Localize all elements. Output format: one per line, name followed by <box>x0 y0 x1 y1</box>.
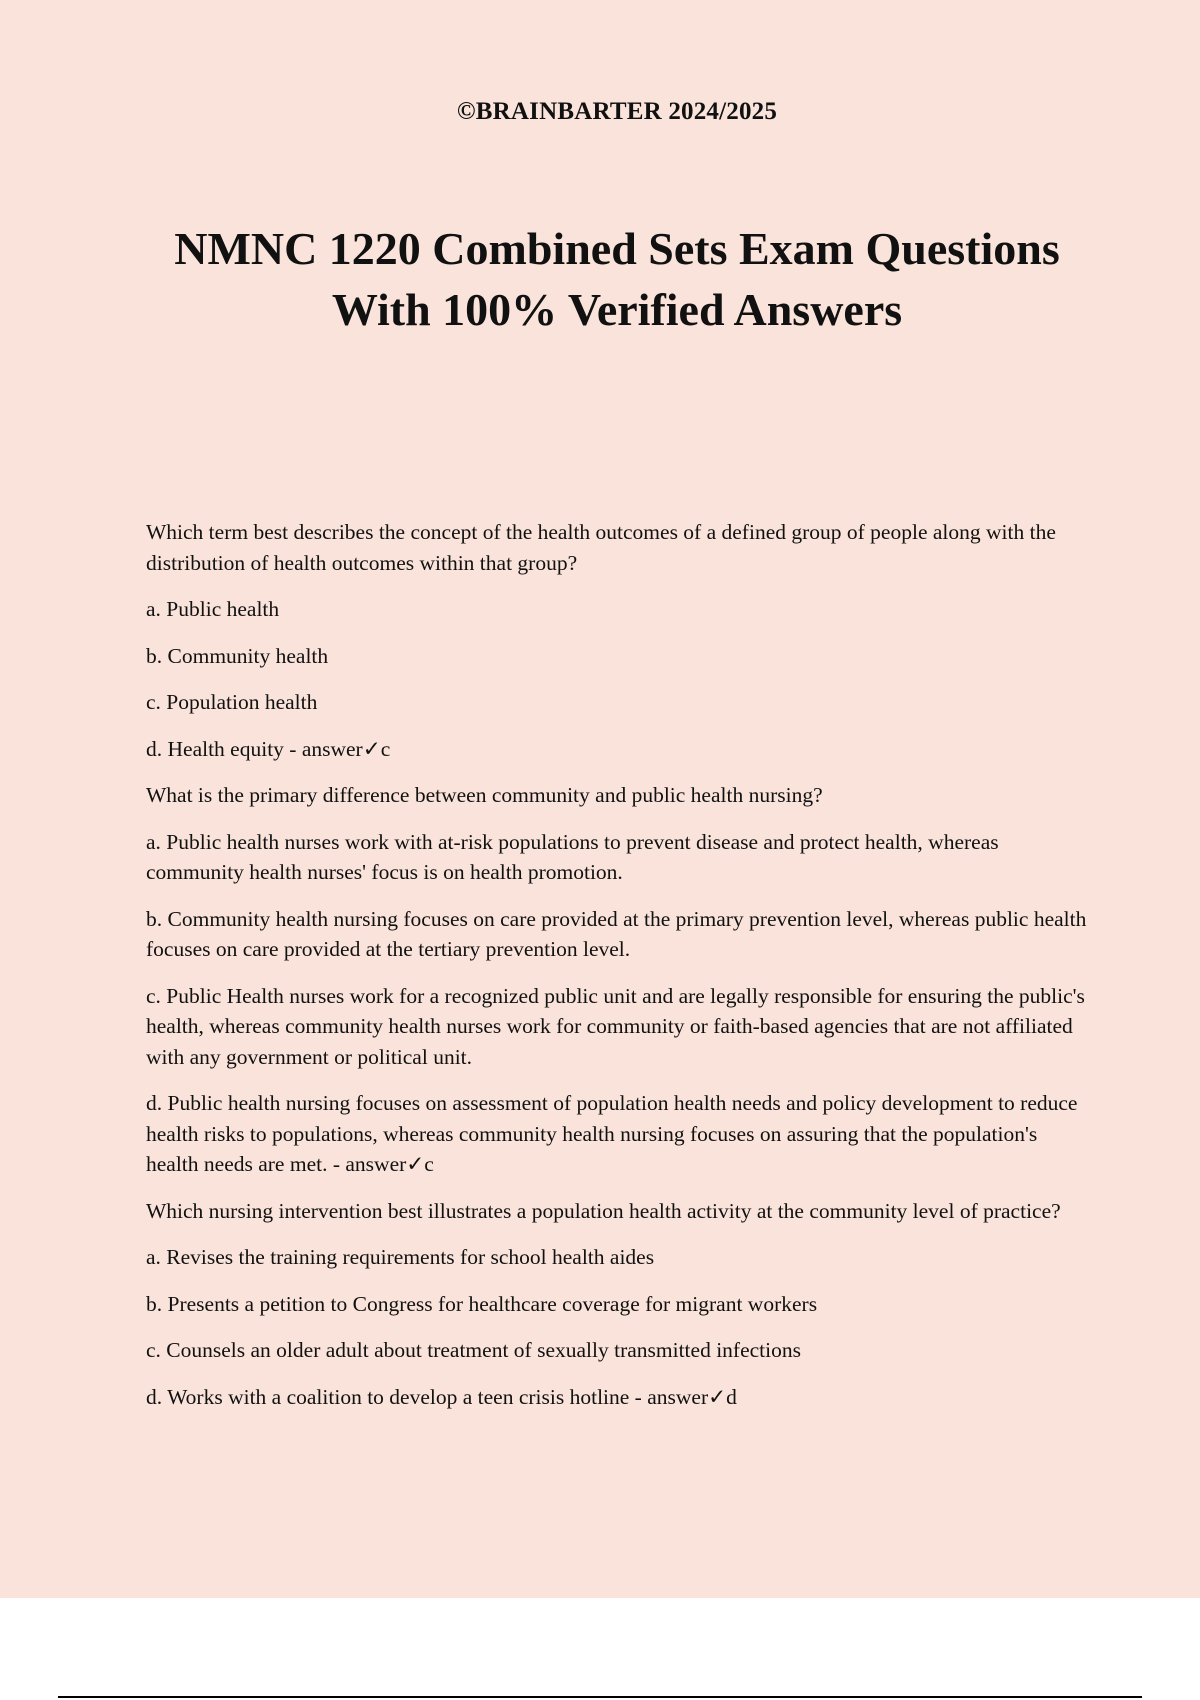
answer-option: c. Public Health nurses work for a recognized public unit and are legally responsible for ensuring the public's health, whereas community health nurses work for community or faith-based agencies that are not affiliated with any government or political unit. <box>146 983 1085 1069</box>
answer-option: a. Public health nurses work with at-risk populations to prevent disease and protect health, whereas community health nurses' focus is on health promotion. <box>146 829 999 884</box>
answer-option: b. Community health <box>146 643 329 668</box>
answer-option: c. Counsels an older adult about treatment of sexually transmitted infections <box>146 1338 801 1362</box>
copyright-header: ©BRAINBARTER 2024/2025 <box>456 98 778 125</box>
answer-option: a. Public health <box>146 597 280 621</box>
question-text: Which term best describes the concept of the health outcomes of a defined group of people along with the distribution of health outcomes within that group? <box>146 520 1056 575</box>
footer-divider <box>58 1696 1142 1698</box>
page-title <box>60 218 1174 340</box>
answer-option: b. Community health nursing focuses on care provided at the primary prevention level, whereas public health focuses on care provided at the tertiary prevention level. <box>146 906 1087 961</box>
question-text: What is the primary difference between community and public health nursing? <box>146 783 823 807</box>
question-text: Which nursing intervention best illustrates a population health activity at the community level of practice? <box>146 1198 1061 1223</box>
answer-option: d. Works with a coalition to develop a teen crisis hotline - answer✓d <box>146 1384 737 1409</box>
answer-option: c. Population health <box>146 690 318 714</box>
question-list <box>146 517 1092 1428</box>
answer-option: d. Public health nursing focuses on assessment of population health needs and policy development to reduce health risks to populations, whereas community health nursing focuses on assuring that the population's health needs are met. - answer✓c <box>146 1091 1078 1176</box>
answer-option: d. Health equity - answer✓c <box>146 736 391 761</box>
answer-option: b. Presents a petition to Congress for healthcare coverage for migrant workers <box>146 1291 818 1316</box>
title-line-2: With 100% Verified Answers <box>331 284 903 335</box>
answer-option: a. Revises the training requirements for school health aides <box>146 1245 655 1269</box>
title-line-1: NMNC 1220 Combined Sets Exam Questions <box>174 223 1060 274</box>
